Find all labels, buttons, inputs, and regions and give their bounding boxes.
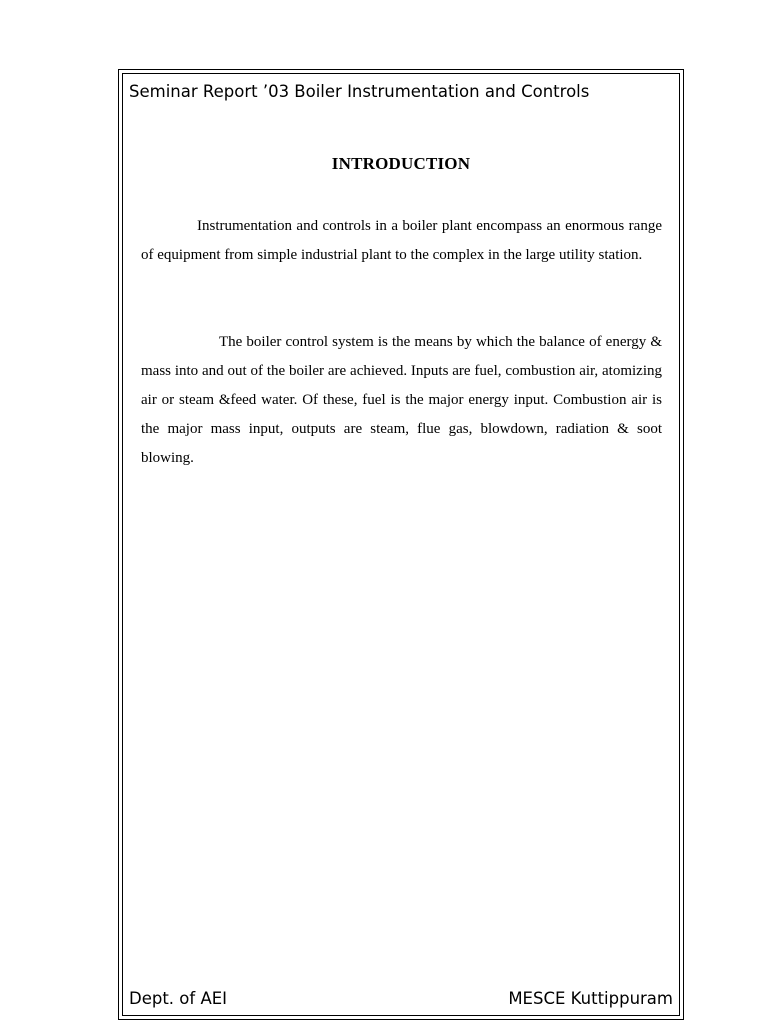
running-footer [129, 989, 673, 1009]
running-header: Seminar Report ’03 Boiler Instrumentation and Controls [129, 82, 590, 101]
section-heading: INTRODUCTION [331, 154, 471, 173]
body-paragraph-2: The boiler control system is the means by which the balance of energy & mass into and out of the boiler are achieved. Inputs are fuel, combustion air, atomizing air or steam &feed water. Of these, fuel is the major energy input. Combustion air is the major mass input, outputs are steam, flue gas, blowdown, radiation & soot blowing. [141, 334, 662, 466]
page-border-inner [122, 73, 680, 1016]
footer-institution: MESCE Kuttippuram [508, 989, 673, 1008]
footer-department: Dept. of AEI [129, 989, 228, 1008]
page-border-outer [118, 69, 684, 1020]
body-paragraph-1: Instrumentation and controls in a boiler plant encompass an enormous range of equipment from simple industrial plant to the complex in the large utility station. [141, 218, 662, 263]
